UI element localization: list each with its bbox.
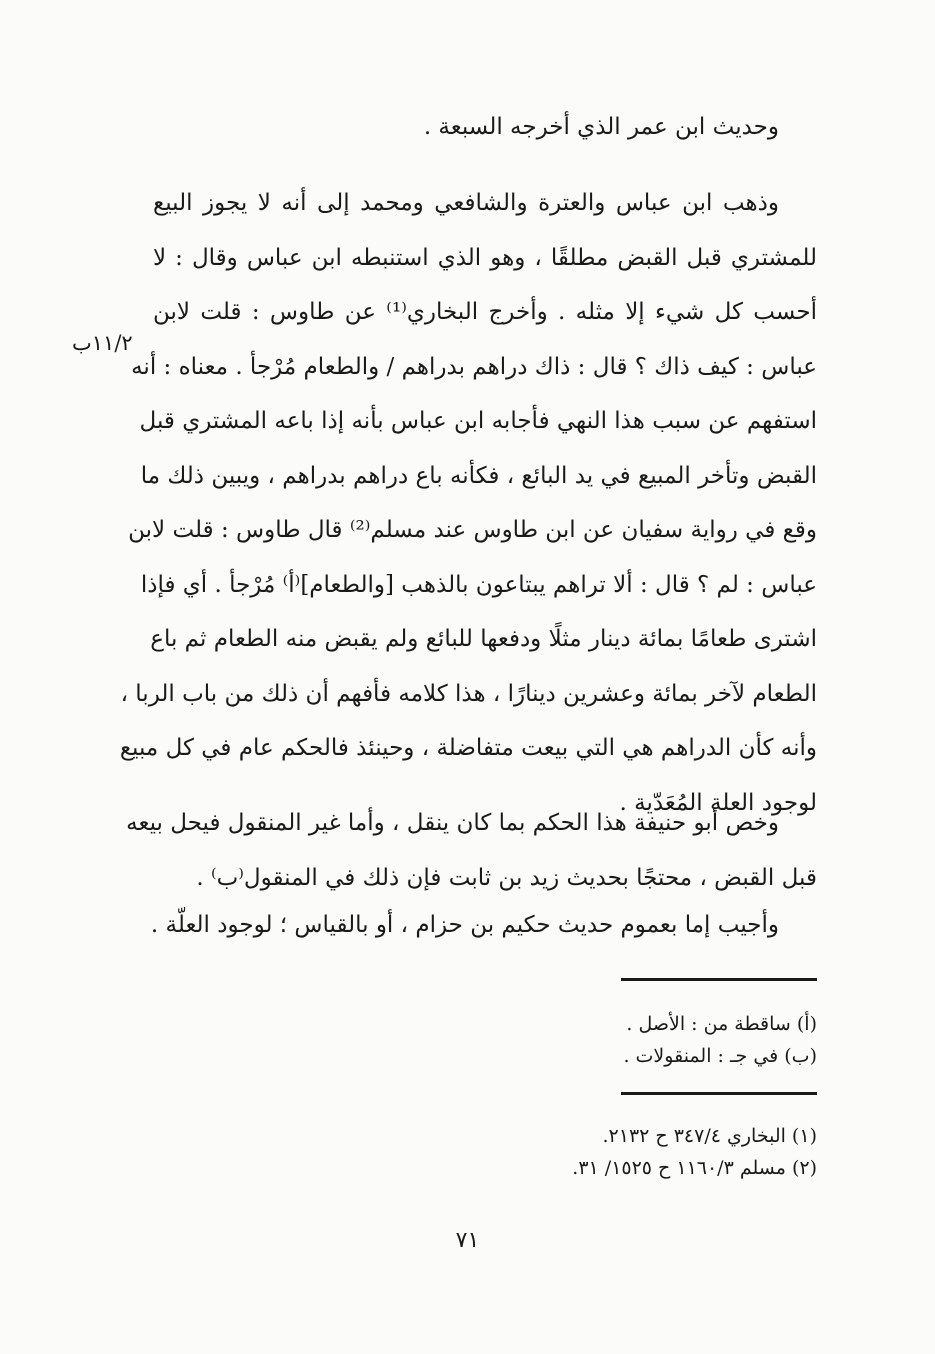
page-number: ٧١	[455, 1228, 480, 1253]
paragraph-2	[119, 176, 817, 830]
footnote: (١) البخاري ٣٤٧/٤ ح ٢١٣٢.	[602, 1125, 817, 1147]
reference-footnotes	[153, 1120, 817, 1184]
text-line: وقع في رواية سفيان عن ابن طاوس عند مسلم⁽²⁾ قال طاوس : قلت لابن	[128, 517, 817, 543]
text-line: قبل القبض ، محتجًا بحديث زيد بن ثابت فإن ذلك في المنقول⁽ب⁾ .	[196, 864, 817, 891]
text-line: لوجود العلة المُعَدّية .	[619, 789, 817, 816]
footnote-separator	[621, 978, 817, 981]
margin-folio-note: ١١/٢ب	[72, 331, 133, 355]
footnote: (أ) ساقطة من : الأصل .	[626, 1013, 817, 1035]
text-line: استفهم عن سبب هذا النهي فأجابه ابن عباس بأنه إذا باعه المشتري قبل	[139, 408, 817, 434]
text-line: عباس : لم ؟ قال : ألا تراهم يبتاعون بالذهب [والطعام]⁽أ⁾ مُرْجأ . أي فإذا	[140, 571, 817, 598]
text-line: اشترى طعامًا بمائة دينار مثلًا ودفعها للبائع ولم يقبض منه الطعام ثم باع	[150, 626, 817, 652]
footnote: (ب) في جـ : المنقولات .	[623, 1045, 817, 1067]
text-line: وخص أبو حنيفة هذا الحكم بما كان ينقل ، وأما غير المنقول فيحل بيعه	[126, 810, 779, 836]
paragraph-3	[126, 796, 817, 905]
text-line: وحديث ابن عمر الذي أخرجه السبعة .	[423, 114, 779, 140]
footnote: (٢) مسلم ١١٦٠/٣ ح ١٥٢٥/ ٣١.	[572, 1157, 817, 1179]
text-line: وأجيب إما بعموم حديث حكيم بن حزام ، أو بالقياس ؛ لوجود العلّة .	[150, 912, 779, 938]
text-line: الطعام لآخر بمائة وعشرين دينارًا ، هذا كلامه فأفهم أن ذلك من باب الربا ،	[120, 680, 817, 707]
text-line: وأنه كأن الدراهم هي التي بيعت متفاضلة ، وحينئذ فالحكم عام في كل مبيع	[119, 735, 817, 761]
text-line: للمشتري قبل القبض مطلقًا ، وهو الذي استنبطه ابن عباس وقال : لا	[153, 244, 817, 271]
paragraph-4	[150, 898, 817, 953]
paragraph-1	[153, 100, 817, 155]
text-line: وذهب ابن عباس والعترة والشافعي ومحمد إلى أنه لا يجوز البيع	[153, 190, 779, 216]
footnote-separator	[621, 1092, 817, 1095]
text-line: القبض وتأخر المبيع في يد البائع ، فكأنه باع دراهم بدراهم ، ويبين ذلك ما	[140, 462, 817, 489]
text-line: أحسب كل شيء إلا مثله . وأخرج البخاري⁽¹⁾ عن طاوس : قلت لابن	[153, 299, 817, 325]
text-line: عباس : كيف ذاك ؟ قال : ذاك دراهم بدراهم / والطعام مُرْجأ . معناه : أنه	[131, 353, 817, 380]
variant-footnotes	[153, 1008, 817, 1072]
